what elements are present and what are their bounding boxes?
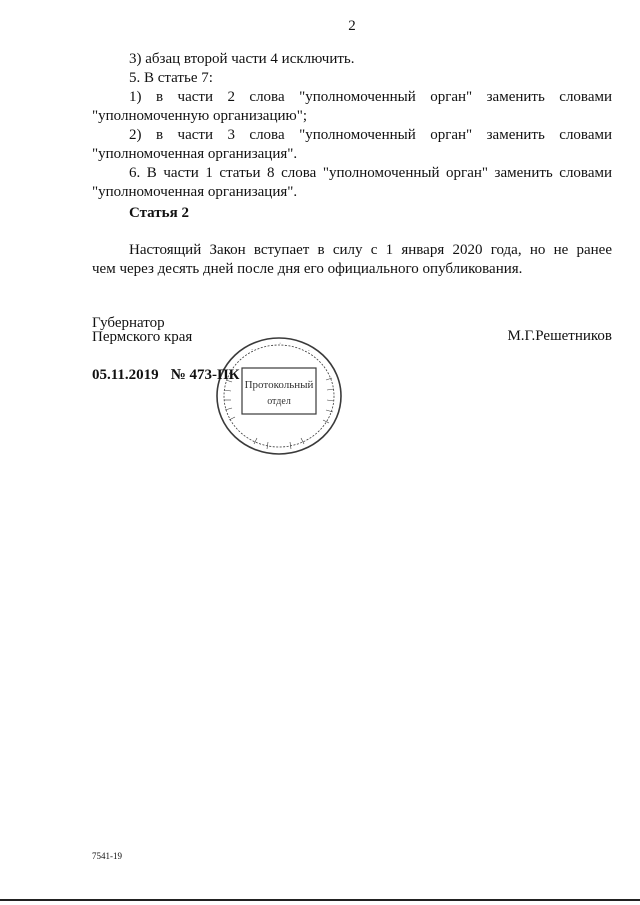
item-6-line1: 6. В части 1 статьи 8 слова "уполномоченный орган" заменить словами [129, 165, 612, 181]
item-5: 5. В статье 7: [129, 70, 213, 86]
bottom-scan-edge [0, 899, 640, 901]
page-number: 2 [348, 18, 356, 34]
stamp-inner-frame [242, 368, 316, 414]
item-5-1-line2: "уполномоченную организацию"; [92, 108, 307, 124]
item-5-2-line2: "уполномоченная организация". [92, 146, 298, 162]
article-2-heading: Статья 2 [129, 205, 189, 221]
law-date: 05.11.2019 [92, 367, 159, 383]
item-6-line2: "уполномоченная организация". [92, 184, 298, 200]
article-2-text-line1: Настоящий Закон вступает в силу с 1 января 2020 года, но не ранее [129, 242, 612, 258]
svg-text:·: · [249, 346, 255, 354]
official-stamp [212, 332, 346, 460]
item-5-2-line1: 2) в части 3 слова "уполномоченный орган" заменить словами [129, 127, 612, 143]
signature-name: М.Г.Решетников [507, 328, 612, 344]
stamp-inner-line1: Протокольный [244, 379, 314, 391]
svg-text:·: · [279, 340, 282, 347]
stamp-inner-line2: отдел [267, 396, 291, 407]
footer-code: 7541-19 [92, 851, 122, 861]
svg-text:·: · [306, 347, 312, 355]
item-3: 3) абзац второй части 4 исключить. [129, 51, 355, 67]
law-date-number [92, 367, 240, 384]
signature-title-line2: Пермского края [92, 329, 193, 345]
law-number: № 473-ПК [170, 367, 240, 383]
signature-title-line1: Губернатор [92, 315, 165, 331]
item-5-1-line1: 1) в части 2 слова "уполномоченный орган" заменить словами [129, 89, 612, 105]
article-2-text-line2: чем через десять дней после дня его официального опубликования. [92, 261, 523, 277]
